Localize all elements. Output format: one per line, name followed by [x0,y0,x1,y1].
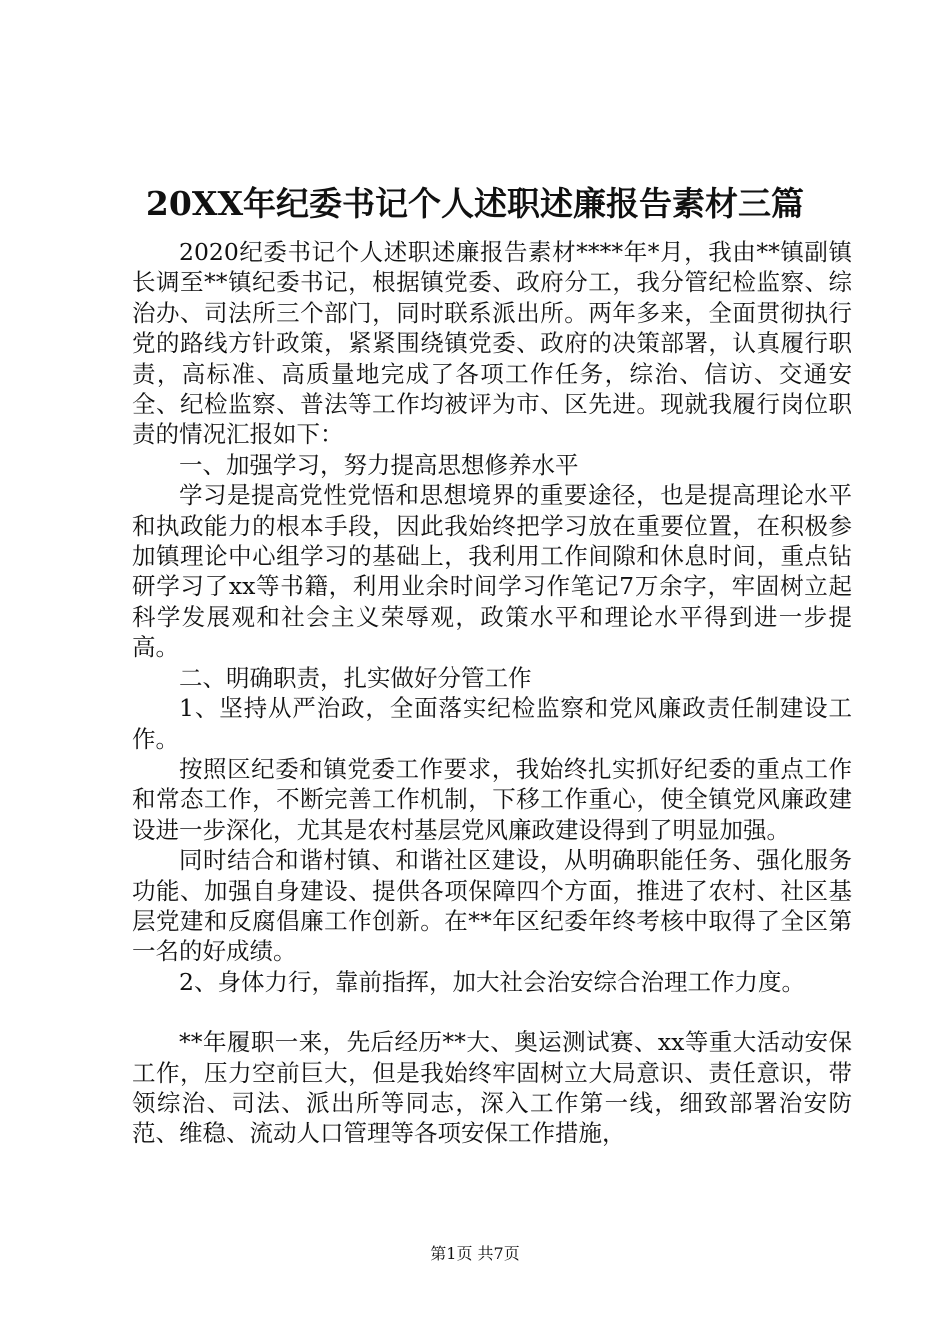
subheading-1: 1、坚持从严治政，全面落实纪检监察和党风廉政责任制建设工作。 [132,694,852,753]
section-heading-2: 二、明确职责，扎实做好分管工作 [179,663,532,692]
subheading-2: 2、身体力行，靠前指挥，加大社会治安综合治理工作力度。 [179,967,805,996]
paragraph-study: 学习是提高党性党悟和思想境界的重要途径，也是提高理论水平和执政能力的根本手段，因此我始终把学习放在重要位置，在积极参加镇理论中心组学习的基础上，我利用工作间隙和休息时间，重点钻研学习了xx等书籍，利用业余时间学习作笔记7万余字，牢固树立起科学发展观和社会主义荣辱观，政策水平和理论水平得到进一步提高。 [132,481,852,662]
paragraph-discipline: 按照区纪委和镇党委工作要求，我始终扎实抓好纪委的重点工作和常态工作，不断完善工作机制，下移工作重心，使全镇党风廉政建设进一步深化，尤其是农村基层党风廉政建设得到了明显加强。 [132,754,852,844]
paragraph-harmony: 同时结合和谐村镇、和谐社区建设，从明确职能任务、强化服务功能、加强自身建设、提供各项保障四个方面，推进了农村、社区基层党建和反腐倡廉工作创新。在**年区纪委年终考核中取得了全区第一名的好成绩。 [132,846,852,966]
section-heading-1: 一、加强学习，努力提高思想修养水平 [179,450,579,479]
paragraph-intro: 2020纪委书记个人述职述廉报告素材****年*月，我由**镇副镇长调至**镇纪委书记，根据镇党委、政府分工，我分管纪检监察、综治办、司法所三个部门，同时联系派出所。两年多来，全面贯彻执行党的路线方针政策，紧紧围绕镇党委、政府的决策部署，认真履行职责，高标准、高质量地完成了各项工作任务，综治、信访、交通安全、纪检监察、普法等工作均被评为市、区先进。现就我履行岗位职责的情况汇报如下： [132,238,852,449]
paragraph-security: **年履职一来，先后经历**大、奥运测试赛、xx等重大活动安保工作，压力空前巨大，但是我始终牢固树立大局意识、责任意识，带领综治、司法、派出所等同志，深入工作第一线，细致部署治安防范、维稳、流动人口管理等各项安保工作措施， [132,1028,852,1148]
page-footer: 第1页 共7页 [430,1244,520,1263]
document-body [132,237,852,1149]
document-title: 20XX年纪委书记个人述职述廉报告素材三篇 [145,184,805,223]
